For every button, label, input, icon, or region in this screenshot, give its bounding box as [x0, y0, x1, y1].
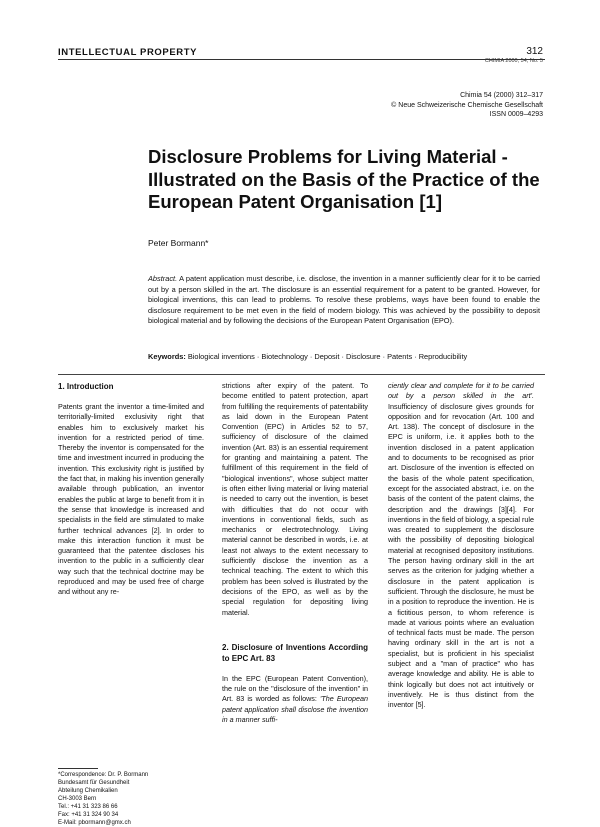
body-text: Insufficiency of disclosure gives grounds for opposition and for revocation (Art. 100 and Art. 138). The concept of disclosure in the EPC is uniform, i.e. it applies both to the invention disclosed in a patent application and to documents to be recognised as prior art. Disclosure of the invention is effected on the basis of the whole patent specification, except for the associated abstract, i.e. on the basis of the content of the patent claims, the description and the drawings [3][4]. For inventions in the field of biology, a special rule was created to supplement the disclosure with the possibility of depositing biological material at recognised depository institutions. The person having ordinary skill in the art serves as the criterion for judging whether a disclosure in the patent application is sufficient. Through the disclosure, he must be in a position to reproduce the invention. He is a fictitious person, to whom reference is made at various points where an evaluation of technical facts must be made. The person having ordinary skill in the art is not a specialist, but is proficient in his specialist subject and a "man of practice" who has average knowledge and ability. He is able to think logically but does not act intuitively or inventively. He is thus distinct from the inventor [5]. — [388, 401, 534, 710]
abstract — [148, 274, 540, 327]
paper-title: Disclosure Problems for Living Material - Illustrated on the Basis of the Practice of the European Patent Organisation [1] — [148, 146, 540, 212]
body-paragraph: Patents grant the inventor a time-limited and territorially-limited exclusivity right that enables him to exclusively market his invention for a restricted period of time. Thereby the inventor is compensated for the time and investment incurred in producing the invention. This exclusivity right is justified by the fact that, in making his invention generally available through publication, an inventor enables the public at large to benefit from it in the sense that knowledge is increased and specialists in the field are stimulated to make further technical advances [2]. In order to make this interaction function it must be guaranteed that the patentee discloses his invention to the public in a sufficiently clear way such that the technical doctrine may be reproduced and may be used free of charge and without any re- — [58, 402, 204, 597]
body-paragraph — [222, 674, 368, 725]
footnote-line: E-Mail: pbormann@gmx.ch — [58, 820, 131, 826]
footnote-line: Tel.: +41 31 323 86 66 — [58, 804, 118, 810]
body-text: In the EPC (European Patent Convention), the rule on the "disclosure of the invention" in Art. 83 is worded as follows: — [222, 673, 368, 704]
publication-info — [391, 91, 543, 120]
column-1 — [58, 381, 204, 598]
footnote-line: CH-3003 Bern — [58, 796, 97, 802]
correspondence-footnote — [58, 771, 198, 827]
keywords-label: Keywords: — [148, 352, 186, 361]
keywords — [148, 352, 548, 361]
section-heading-introduction: 1. Introduction — [58, 382, 114, 391]
abstract-text: A patent application must describe, i.e. disclose, the invention in a manner sufficiently clear for it to be carried out by a person skilled in the art. The disclosure is an essential requirement for a patent to be granted. However, for biological inventions, this can lead to problems. To resolve these problems, ways have been found to enable the disclosure requirement to be met even in the field of modern biology. This was achieved by the possibility to deposit biological material and by following the decisions of the European Patent Organisation (EPO). — [148, 274, 540, 326]
quoted-text: ciently clear and complete for it to be carried out by a person skilled in the art'. — [388, 381, 534, 401]
quoted-text: 'The European patent application shall disclose the invention in a manner suffi- — [222, 694, 369, 725]
footnote-line: Bundesamt für Gesundheit — [58, 780, 130, 786]
author: Peter Bormann* — [148, 238, 209, 248]
journal-reference: CHIMIA 2000, 54, No. 5 — [484, 58, 543, 64]
column-3 — [388, 381, 534, 711]
footnote-rule — [58, 768, 98, 769]
footnote-line: Abteilung Chemikalien — [58, 788, 118, 794]
body-paragraph — [388, 381, 534, 711]
column-2 — [222, 381, 368, 725]
section-divider — [58, 374, 545, 375]
keywords-text: Biological inventions · Biotechnology · Deposit · Disclosure · Patents · Reproducibility — [187, 352, 468, 361]
abstract-label: Abstract. — [148, 274, 178, 283]
footnote-line: Fax: +41 31 324 90 34 — [58, 812, 119, 818]
header-rule — [58, 59, 545, 60]
page-number: 312 — [526, 46, 543, 57]
pubinfo-line: ISSN 0009–4293 — [489, 111, 543, 118]
section-header: INTELLECTUAL PROPERTY — [58, 47, 198, 58]
pubinfo-line: © Neue Schweizerische Chemische Gesellschaft — [391, 101, 543, 109]
body-paragraph: strictions after expiry of the patent. To become entitled to patent protection, apart from fulfilling the requirements of patentability as laid down in the European Patent Convention (EPC) in Articles 52 to 57, sufficiency of disclosure of the claimed invention (Art. 83) is an essential requirement for granting and maintaining a patent. The fulfillment of this requirement in the field of "biological inventions", whose subject matter is often either living material or living material is needed to carry out the invention, is beset with difficulties that do not occur with inventions in conventional fields, such as mechanics or electrotechnology. Living material cannot be described in words, i.e. at least not always to the extent necessary to sufficiently disclose the invention as a technical teaching. The extent to which this problem has been solved is illustrated by the decisions of the EPO, as well as by the special regulation for depositing living material. — [222, 381, 368, 617]
footnote-line: *Correspondence: Dr. P. Bormann — [58, 772, 149, 778]
pubinfo-line: Chimia 54 (2000) 312–317 — [460, 92, 543, 99]
section-heading-disclosure: 2. Disclosure of Inventions According to EPC Art. 83 — [222, 642, 368, 663]
